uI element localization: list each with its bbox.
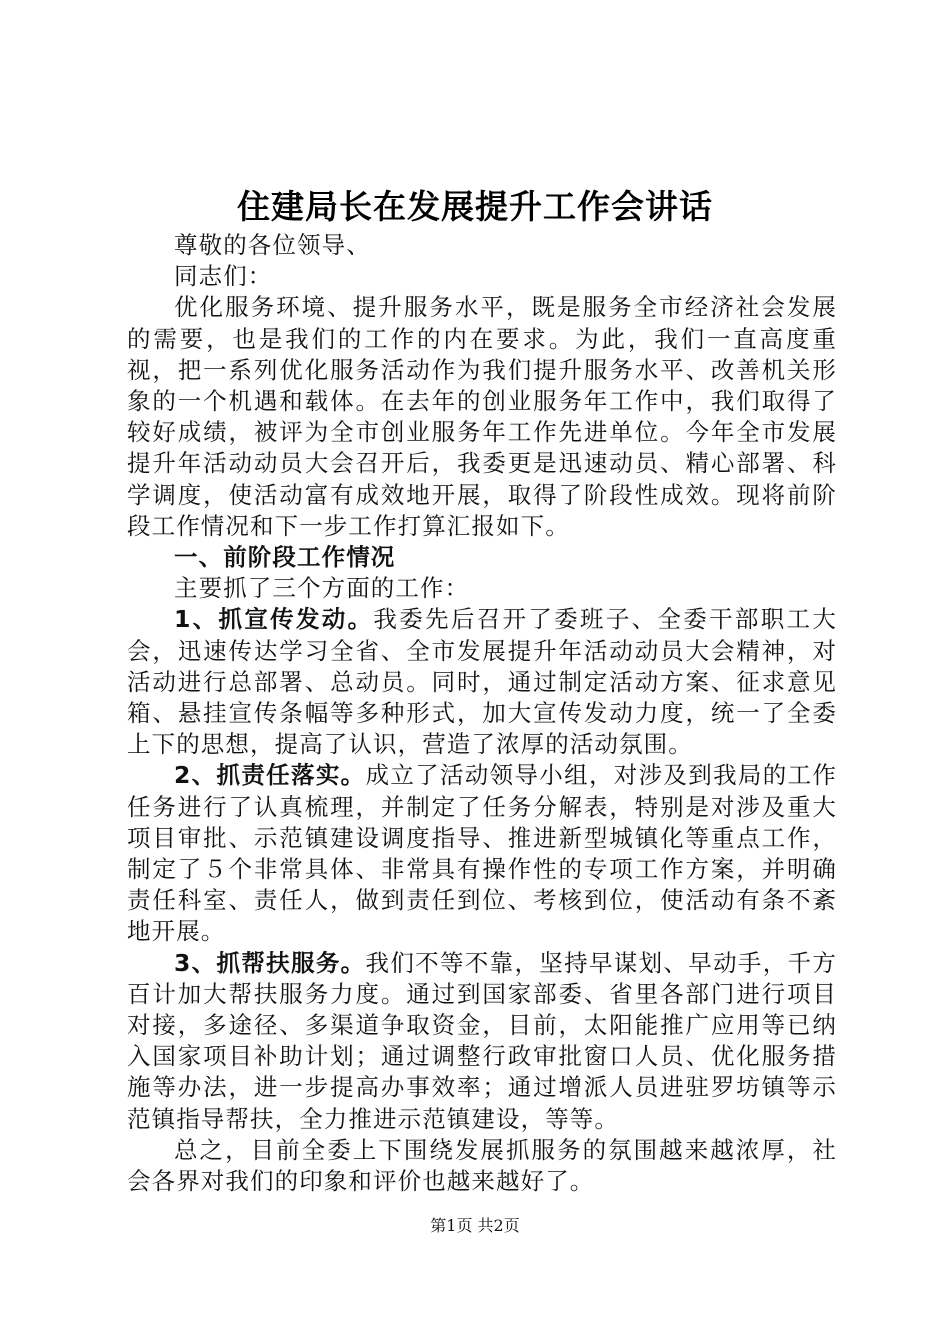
- document-title: 住建局长在发展提升工作会讲话: [237, 187, 713, 226]
- document-body: [127, 230, 837, 1197]
- work-item-paragraph: [127, 604, 837, 760]
- work-item-text: 成立了活动领导小组，对涉及到我局的工作任务进行了认真梳理，并制定了任务分解表，特别是对涉及重大项目审批、示范镇建设调度指导、推进新型城镇化等重点工作，制定了５个非常具体、非常具有操作性的专项工作方案，并明确责任科室、责任人，做到责任到位、考核到位，使活动有条不紊地开展。: [127, 761, 837, 946]
- section-heading: 一、前阶段工作情况: [174, 543, 396, 572]
- work-item-paragraph: [127, 948, 837, 1135]
- work-item-text: 我委先后召开了委班子、全委干部职工大会，迅速传达学习全省、全市发展提升年活动动员大会精神，对活动进行总部署、总动员。同时，通过制定活动方案、征求意见箱、悬挂宣传条幅等多种形式，加大宣传发动力度，统一了全委上下的思想，提高了认识，营造了浓厚的活动氛围。: [127, 605, 837, 759]
- salutation-line-2: 同志们：: [174, 262, 273, 291]
- work-item-lead: 2、抓责任落实。: [174, 761, 366, 790]
- work-item-lead: 1、抓宣传发动。: [174, 605, 374, 634]
- salutation-line-1: 尊敬的各位领导、: [174, 231, 371, 259]
- work-item-text: 我们不等不靠，坚持早谋划、早动手，千方百计加大帮扶服务力度。通过到国家部委、省里各部门进行项目对接，多途径、多渠道争取资金，目前，太阳能推广应用等已纳入国家项目补助计划；通过调整行政审批窗口人员、优化服务措施等办法，进一步提高办事效率；通过增派人员进驻罗坊镇等示范镇指导帮扶，全力推进示范镇建设，等等。: [127, 948, 837, 1133]
- intro-paragraph: 优化服务环境、提升服务水平，既是服务全市经济社会发展的需要，也是我们的工作的内在要求。为此，我们一直高度重视，把一系列优化服务活动作为我们提升服务水平、改善机关形象的一个机遇和载体。在去年的创业服务年工作中，我们取得了较好成绩，被评为全市创业服务年工作先进单位。今年全市发展提升年活动动员大会召开后，我委更是迅速动员、精心部署、科学调度，使活动富有成效地开展，取得了阶段性成效。现将前阶段工作情况和下一步工作打算汇报如下。: [127, 293, 837, 540]
- work-item-lead: 3、抓帮扶服务。: [174, 948, 366, 977]
- conclusion-paragraph: 总之，目前全委上下围绕发展抓服务的氛围越来越浓厚，社会各界对我们的印象和评价也越来越好了。: [127, 1135, 837, 1196]
- section-summary: 主要抓了三个方面的工作：: [174, 574, 470, 603]
- work-item-paragraph: [127, 760, 837, 947]
- page-number: 第1页 共2页: [430, 1216, 520, 1235]
